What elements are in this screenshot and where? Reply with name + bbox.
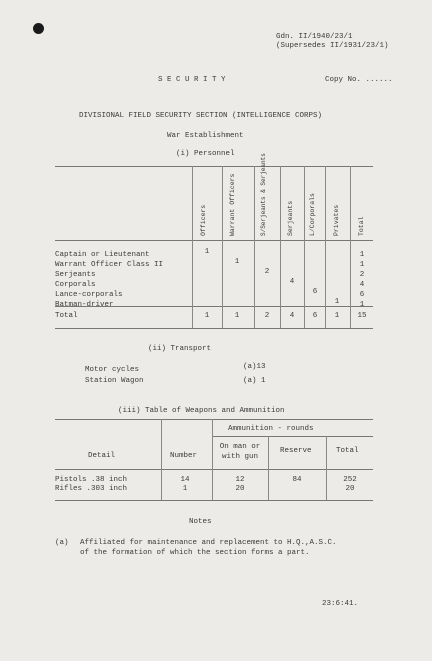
document-title: DIVISIONAL FIELD SECURITY SECTION (INTELLIGENCE CORPS) [79, 112, 323, 120]
on-man-header: On man or with gun [219, 443, 261, 461]
reserve-header: Reserve [280, 447, 312, 455]
personnel-cell: 1 [204, 248, 210, 256]
weapons-cell-detail: Pistols .38 inch [55, 476, 128, 484]
column-header-l-corporals: L/Corporals [309, 193, 316, 236]
weapons-cell-detail: Rifles .303 inch [55, 485, 128, 493]
copy-number: Copy No. ...... [325, 76, 393, 84]
transport-item-label: Station Wagon [85, 377, 144, 385]
weapons-cell-total: 20 [345, 485, 355, 493]
personnel-row-label: Warrant Officer Class II [55, 261, 164, 269]
personnel-cell: 1 [334, 298, 340, 306]
personnel-heading: (i) Personnel [176, 150, 235, 158]
transport-item-value: (a)13 [243, 363, 266, 371]
weapons-cell-reserve: 84 [292, 476, 302, 484]
reference-number: Gdn. II/1940/23/1 [276, 33, 353, 41]
weapons-cell-on-man: 12 [235, 476, 245, 484]
total-header: Total [336, 447, 359, 455]
document-date: 23:6:41. [322, 600, 359, 608]
weapons-cell-number: 1 [182, 485, 188, 493]
column-header-staff-serjeants: S/Serjeants & Serjeants [260, 153, 267, 236]
personnel-row-label: Batman-driver [55, 301, 114, 309]
detail-header: Detail [88, 452, 116, 460]
personnel-row-label: Serjeants [55, 271, 96, 279]
personnel-row-label: Captain or Lieutenant [55, 251, 150, 259]
personnel-total-cell: 1 [204, 312, 210, 320]
column-header-serjeants: Serjeants [287, 200, 294, 236]
personnel-total-cell: 4 [289, 312, 295, 320]
personnel-total-cell: 1 [334, 312, 340, 320]
personnel-cell: 6 [312, 288, 318, 296]
personnel-cell: 1 [234, 258, 240, 266]
personnel-total-cell: 15 [357, 312, 367, 320]
personnel-cell: 1 [359, 261, 365, 269]
personnel-cell: 1 [359, 301, 365, 309]
transport-heading: (ii) Transport [148, 345, 212, 353]
note-line: of the formation of which the section forms a part. [80, 549, 310, 557]
supersedes-reference: (Supersedes II/1931/23/1) [276, 42, 389, 50]
punch-hole [33, 23, 44, 34]
personnel-row-label: Lance-corporals [55, 291, 123, 299]
personnel-cell: 1 [359, 251, 365, 259]
number-header: Number [170, 452, 198, 460]
note-marker: (a) [55, 539, 69, 547]
note-line: Affiliated for maintenance and replacement to H.Q.,A.S.C. [80, 539, 337, 547]
ammunition-header: Ammunition - rounds [228, 425, 314, 433]
personnel-cell: 2 [359, 271, 365, 279]
personnel-total-cell: 6 [312, 312, 318, 320]
column-header-officers: Officers [200, 204, 207, 236]
security-classification: S E C U R I T Y [158, 76, 226, 84]
column-header-total: Total [358, 216, 365, 236]
transport-item-label: Motor cycles [85, 366, 140, 374]
weapons-cell-on-man: 20 [235, 485, 245, 493]
notes-heading: Notes [189, 518, 212, 526]
personnel-cell: 2 [264, 268, 270, 276]
document-subtitle: War Establishment [167, 132, 244, 140]
personnel-total-cell: 1 [234, 312, 240, 320]
column-header-warrant-officers: Warrant Officers [229, 173, 236, 236]
personnel-row-label: Corporals [55, 281, 96, 289]
column-header-privates: Privates [333, 204, 340, 236]
weapons-heading: (iii) Table of Weapons and Ammunition [118, 407, 285, 415]
weapons-cell-total: 252 [343, 476, 357, 484]
transport-item-value: (a) 1 [243, 377, 266, 385]
personnel-cell: 6 [359, 291, 365, 299]
personnel-cell: 4 [289, 278, 295, 286]
personnel-total-cell: 2 [264, 312, 270, 320]
weapons-cell-number: 14 [180, 476, 190, 484]
personnel-total-label: Total [55, 312, 78, 320]
personnel-cell: 4 [359, 281, 365, 289]
